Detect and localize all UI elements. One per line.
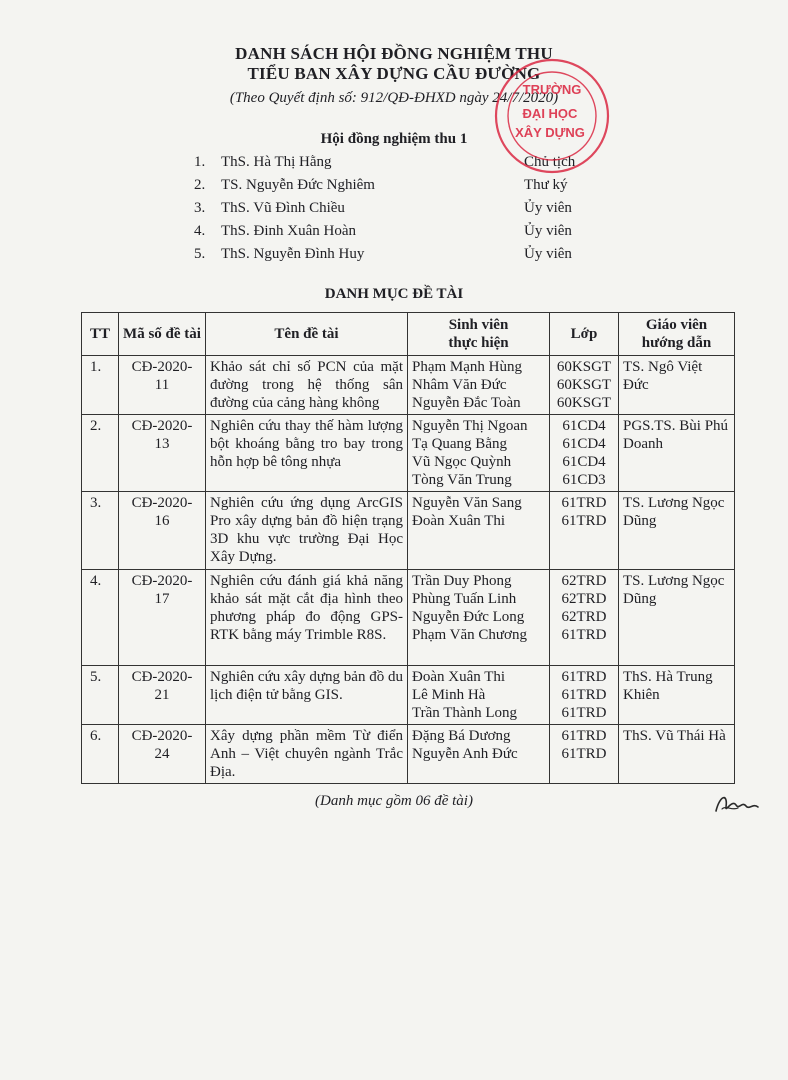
stamp-line-3: XÂY DỰNG [515, 125, 585, 140]
topic-code: CĐ-2020- 21 [119, 666, 206, 725]
topic-advisor: PGS.TS. Bùi Phú Doanh [619, 415, 735, 492]
row-number: 5. [82, 666, 119, 725]
member-number: 3. [194, 200, 206, 216]
topic-code: CĐ-2020- 16 [119, 492, 206, 570]
header-topic: Tên đề tài [206, 313, 408, 356]
topic-students: Nguyễn Văn Sang Đoàn Xuân Thi [408, 492, 550, 570]
council-member [0, 154, 788, 176]
row-number: 6. [82, 725, 119, 784]
topic-title: Nghiên cứu xây dựng bản đồ du lịch điện tử bằng GIS. [206, 666, 408, 725]
topic-title: Nghiên cứu thay thế hàm lượng bột khoáng bằng tro bay trong hỗn hợp bê tông nhựa [206, 415, 408, 492]
header-class: Lớp [550, 313, 619, 356]
council-member [0, 246, 788, 268]
table-row [82, 415, 735, 492]
council-member [0, 200, 788, 222]
header-tt: TT [82, 313, 119, 356]
member-number: 5. [194, 246, 206, 262]
topic-students: Đoàn Xuân Thi Lê Minh Hà Trần Thành Long [408, 666, 550, 725]
table-header-row [82, 313, 735, 356]
topic-students: Nguyễn Thị Ngoan Tạ Quang Bằng Vũ Ngọc Quỳnh Tòng Văn Trung [408, 415, 550, 492]
document-subtitle: TIỂU BAN XÂY DỰNG CẦU ĐƯỜNG [247, 64, 541, 83]
member-number: 1. [194, 154, 206, 170]
topic-advisor: TS. Ngô Việt Đức [619, 356, 735, 415]
topic-classes: 61CD4 61CD4 61CD4 61CD3 [550, 415, 619, 492]
topic-students: Trần Duy Phong Phùng Tuấn Linh Nguyễn Đức Long Phạm Văn Chương [408, 570, 550, 666]
member-role: Ủy viên [524, 246, 572, 262]
topic-classes: 60KSGT 60KSGT 60KSGT [550, 356, 619, 415]
member-name: ThS. Nguyễn Đình Huy [221, 246, 365, 262]
topic-classes: 61TRD 61TRD [550, 492, 619, 570]
topic-advisor: TS. Lương Ngọc Dũng [619, 492, 735, 570]
table-row [82, 725, 735, 784]
member-name: ThS. Hà Thị Hằng [221, 154, 332, 170]
row-number: 3. [82, 492, 119, 570]
stamp-line-1: TRƯỜNG [522, 82, 582, 97]
topic-classes: 61TRD 61TRD 61TRD [550, 666, 619, 725]
council-title: Hội đồng nghiệm thu 1 [320, 131, 468, 147]
council-member [0, 177, 788, 199]
signature-icon [712, 789, 762, 819]
topic-title: Nghiên cứu ứng dụng ArcGIS Pro xây dựng bản đồ hiện trạng 3D khu vực trường Đại Học Xây Dựng. [206, 492, 408, 570]
member-name: ThS. Vũ Đình Chiều [221, 200, 345, 216]
member-number: 4. [194, 223, 206, 239]
table-row [82, 492, 735, 570]
topic-advisor: ThS. Hà Trung Khiên [619, 666, 735, 725]
topic-title: Khảo sát chỉ số PCN của mặt đường trong hệ thống sân đường của cảng hàng không [206, 356, 408, 415]
member-role: Thư ký [524, 177, 568, 193]
member-number: 2. [194, 177, 206, 193]
member-name: ThS. Đinh Xuân Hoàn [221, 223, 356, 239]
stamp-line-2: ĐẠI HỌC [522, 106, 578, 121]
table-row [82, 356, 735, 415]
member-role: Chủ tịch [524, 154, 576, 170]
topic-students: Đặng Bá Dương Nguyễn Anh Đức [408, 725, 550, 784]
table-row [82, 570, 735, 666]
table-row [82, 666, 735, 725]
document-title: DANH SÁCH HỘI ĐỒNG NGHIỆM THU [235, 44, 553, 63]
member-role: Ủy viên [524, 223, 572, 239]
header-code: Mã số đề tài [119, 313, 206, 356]
row-number: 1. [82, 356, 119, 415]
topic-code: CĐ-2020- 17 [119, 570, 206, 666]
topic-code: CĐ-2020- 13 [119, 415, 206, 492]
topic-code: CĐ-2020- 24 [119, 725, 206, 784]
row-number: 4. [82, 570, 119, 666]
decision-reference: (Theo Quyết định số: 912/QĐ-ĐHXD ngày 24/7/2020) [229, 90, 559, 106]
topic-classes: 61TRD 61TRD [550, 725, 619, 784]
member-role: Ủy viên [524, 200, 572, 216]
topic-title: Nghiên cứu đánh giá khả năng khảo sát mặt cắt địa hình theo phương pháp đo động GPS-RTK bằng máy Trimble R8S. [206, 570, 408, 666]
council-member [0, 223, 788, 245]
header-students: Sinh viên thực hiện [408, 313, 550, 356]
topic-title: Xây dựng phần mềm Từ điển Anh – Việt chuyên ngành Trắc Địa. [206, 725, 408, 784]
topic-students: Phạm Mạnh Hùng Nhâm Văn Đức Nguyễn Đắc Toàn [408, 356, 550, 415]
topic-advisor: TS. Lương Ngọc Dũng [619, 570, 735, 666]
row-number: 2. [82, 415, 119, 492]
topic-classes: 62TRD 62TRD 62TRD 61TRD [550, 570, 619, 666]
topic-count-note: (Danh mục gồm 06 đề tài) [315, 793, 473, 809]
topic-advisor: ThS. Vũ Thái Hà [619, 725, 735, 784]
topic-list-title: DANH MỤC ĐỀ TÀI [324, 286, 464, 302]
member-name: TS. Nguyễn Đức Nghiêm [221, 177, 375, 193]
topic-code: CĐ-2020- 11 [119, 356, 206, 415]
topic-table [81, 312, 735, 784]
header-advisor: Giáo viên hướng dẫn [619, 313, 735, 356]
